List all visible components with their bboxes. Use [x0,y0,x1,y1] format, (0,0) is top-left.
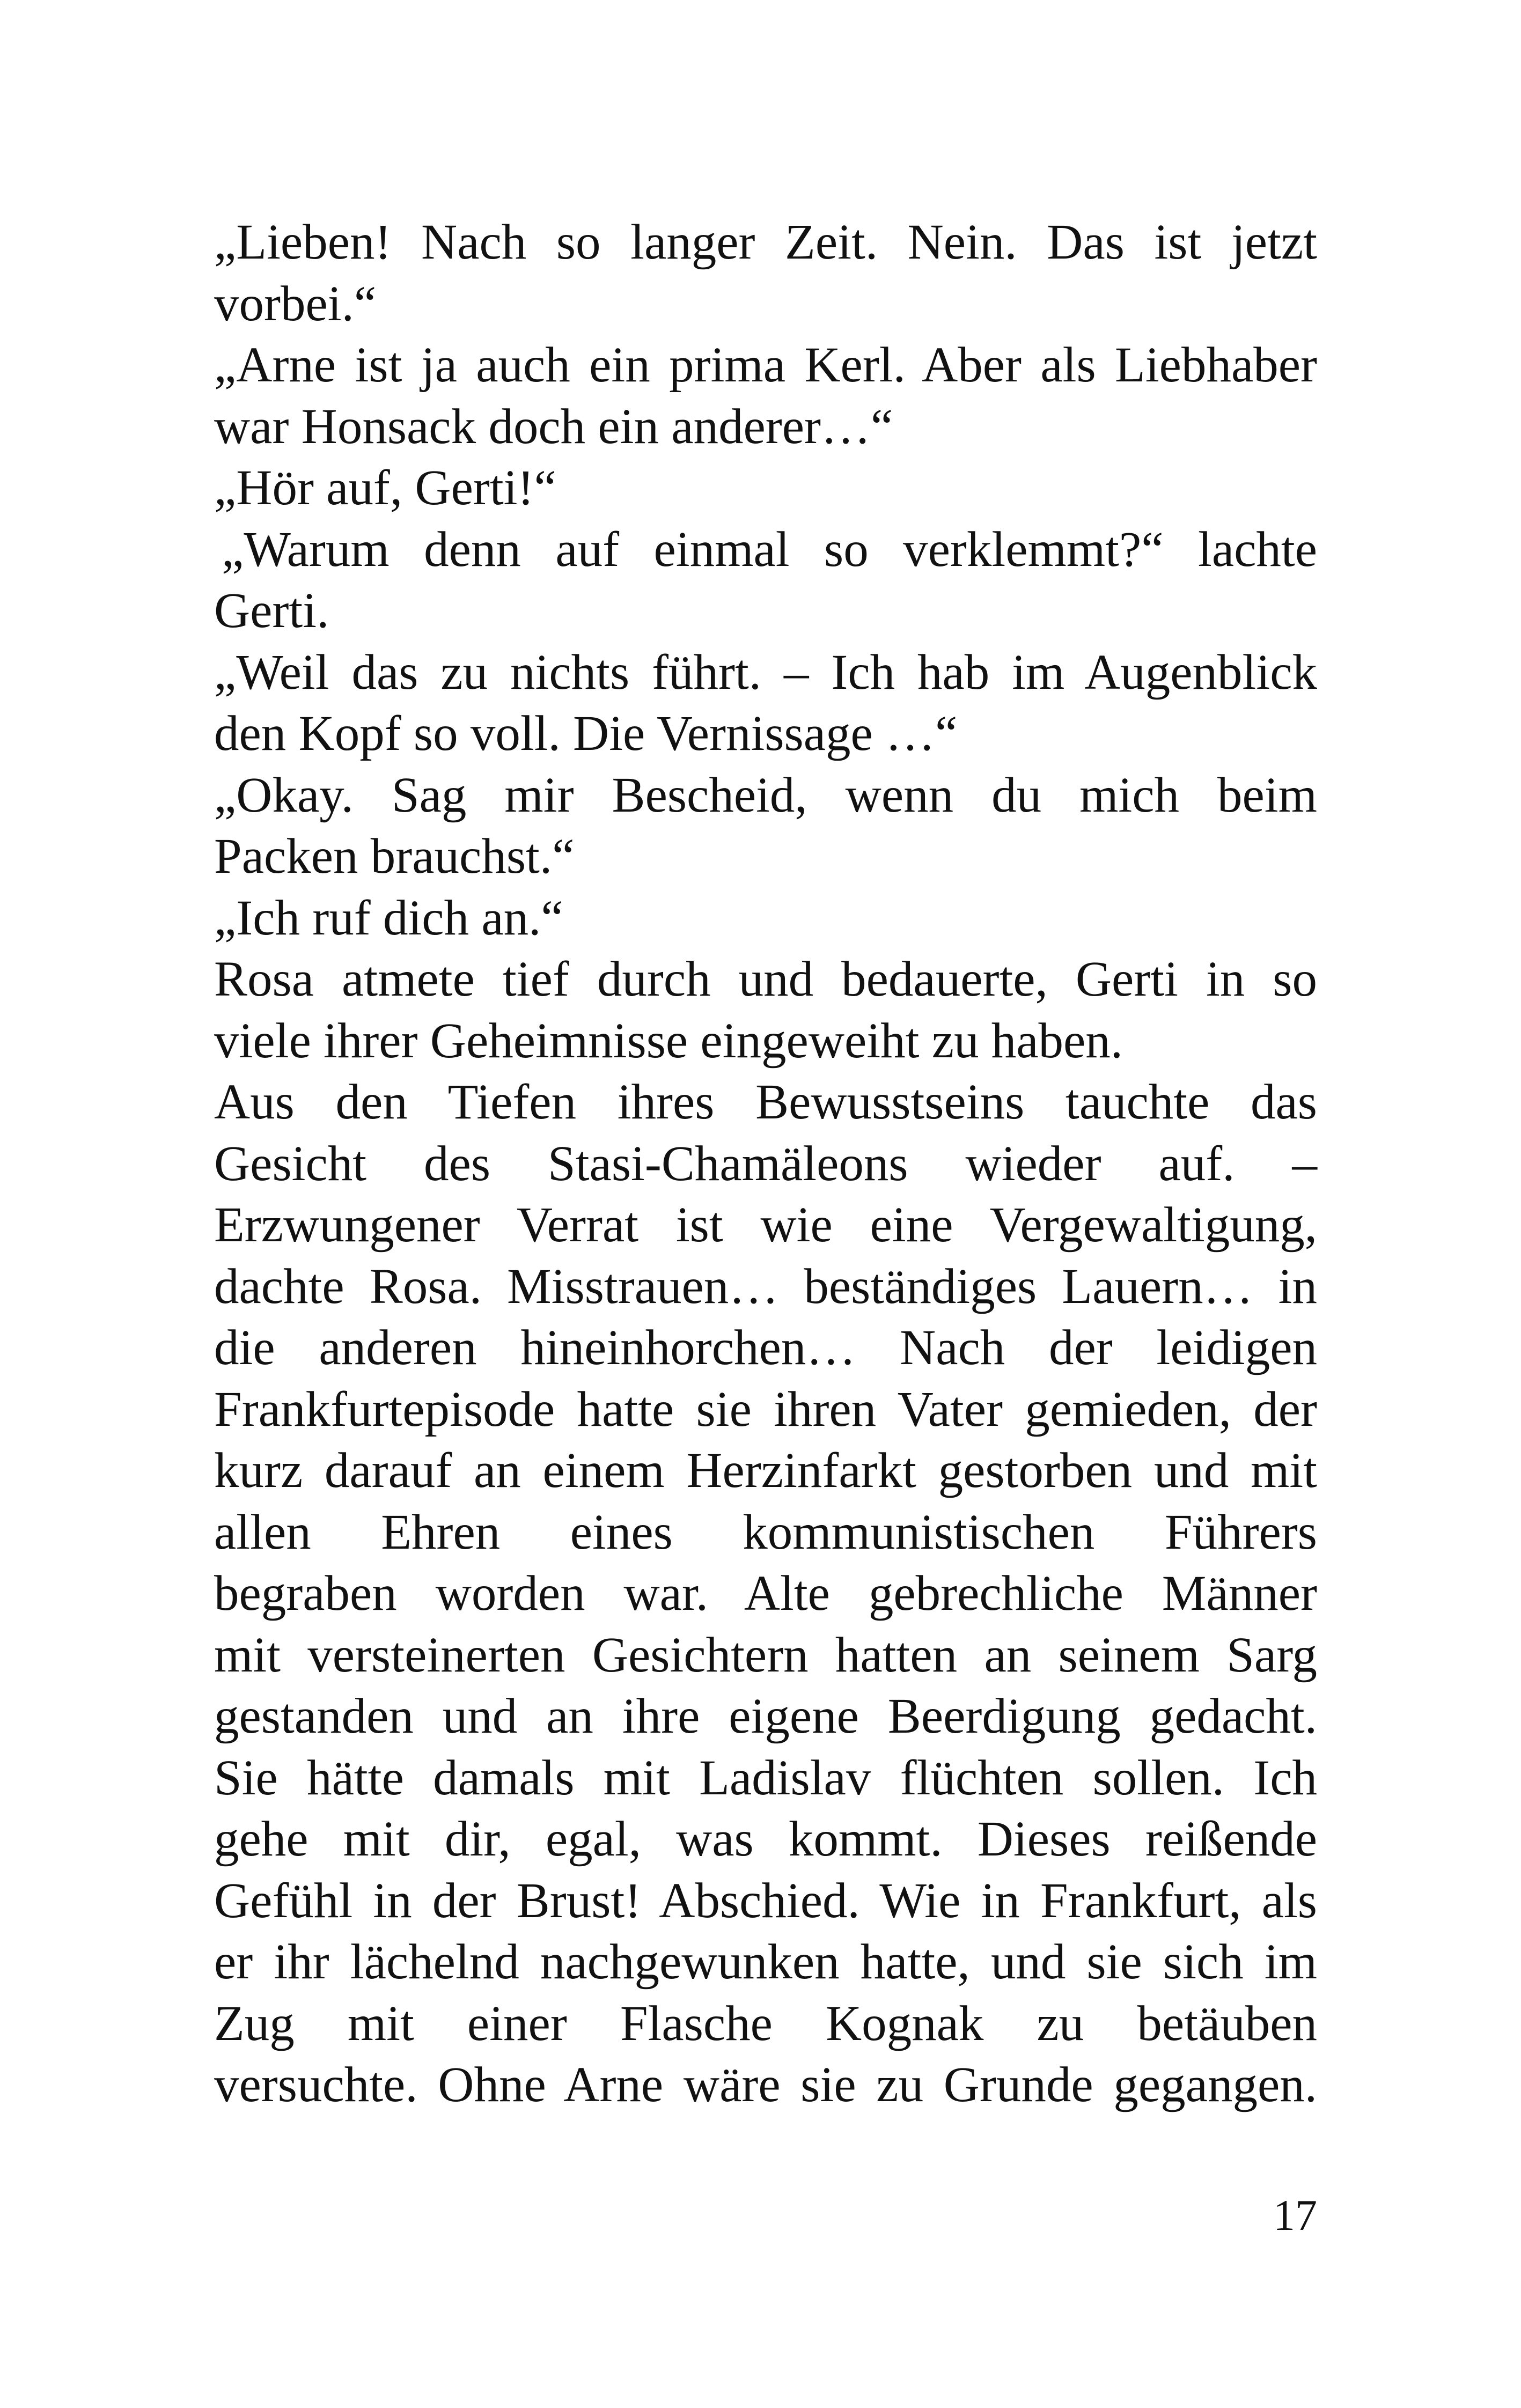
text-line: Aus den Tiefen ihres Bewusstseins tauchte das [214,1074,1317,1130]
text-line: den Kopf so voll. Die Vernissage …“ [214,706,958,761]
text-line: war Honsack doch ein anderer…“ [214,399,893,454]
text-line: Zug mit einer Flasche Kognak zu betäuben [214,1995,1317,2051]
text-line: „Arne ist ja auch ein prima Kerl. Aber als Liebhaber [214,337,1317,393]
text-line: Frankfurtepisode hatte sie ihren Vater gemieden, der [214,1381,1317,1437]
text-line: Packen brauchst.“ [214,829,575,884]
text-line: „Warum denn auf einmal so verklemmt?“ lachte [222,521,1317,577]
text-line: gehe mit dir, egal, was kommt. Dieses reißende [214,1811,1317,1867]
text-line: Gesicht des Stasi-Chamäleons wieder auf. – [214,1136,1317,1191]
text-line: Sie hätte damals mit Ladislav flüchten sollen. Ich [214,1750,1317,1806]
text-line: kurz darauf an einem Herzinfarkt gestorben und mit [214,1443,1317,1498]
text-line: gestanden und an ihre eigene Beerdigung gedacht. [214,1689,1317,1744]
text-line: begraben worden war. Alte gebrechliche Männer [214,1566,1317,1621]
text-line: die anderen hineinhorchen… Nach der leidigen [214,1320,1317,1375]
text-line: Rosa atmete tief durch und bedauerte, Gerti in so [214,952,1317,1007]
text-line: vorbei.“ [214,276,377,332]
text-line: viele ihrer Geheimnisse eingeweiht zu haben. [214,1013,1123,1069]
page-number: 17 [1273,2191,1317,2240]
text-line: „Weil das zu nichts führt. – Ich hab im Augenblick [214,644,1317,700]
text-line: allen Ehren eines kommunistischen Führers [214,1504,1317,1560]
text-line: Erzwungener Verrat ist wie eine Vergewaltigung, [214,1197,1317,1253]
text-line: dachte Rosa. Misstrauen… beständiges Lauern… in [214,1258,1317,1314]
text-line: „Okay. Sag mir Bescheid, wenn du mich beim [214,767,1317,823]
text-line: „Lieben! Nach so langer Zeit. Nein. Das ist jetzt [214,215,1317,270]
text-line: er ihr lächelnd nachgewunken hatte, und sie sich im [214,1934,1317,1990]
text-line: mit versteinerten Gesichtern hatten an seinem Sarg [214,1627,1317,1683]
text-line: „Hör auf, Gerti!“ [214,460,556,516]
text-line: Gerti. [214,583,329,638]
text-line: Gefühl in der Brust! Abschied. Wie in Frankfurt, als [214,1873,1317,1928]
text-line: „Ich ruf dich an.“ [214,890,563,946]
text-line: versuchte. Ohne Arne wäre sie zu Grunde gegangen. [214,2057,1317,2112]
body-text [214,212,1317,2116]
